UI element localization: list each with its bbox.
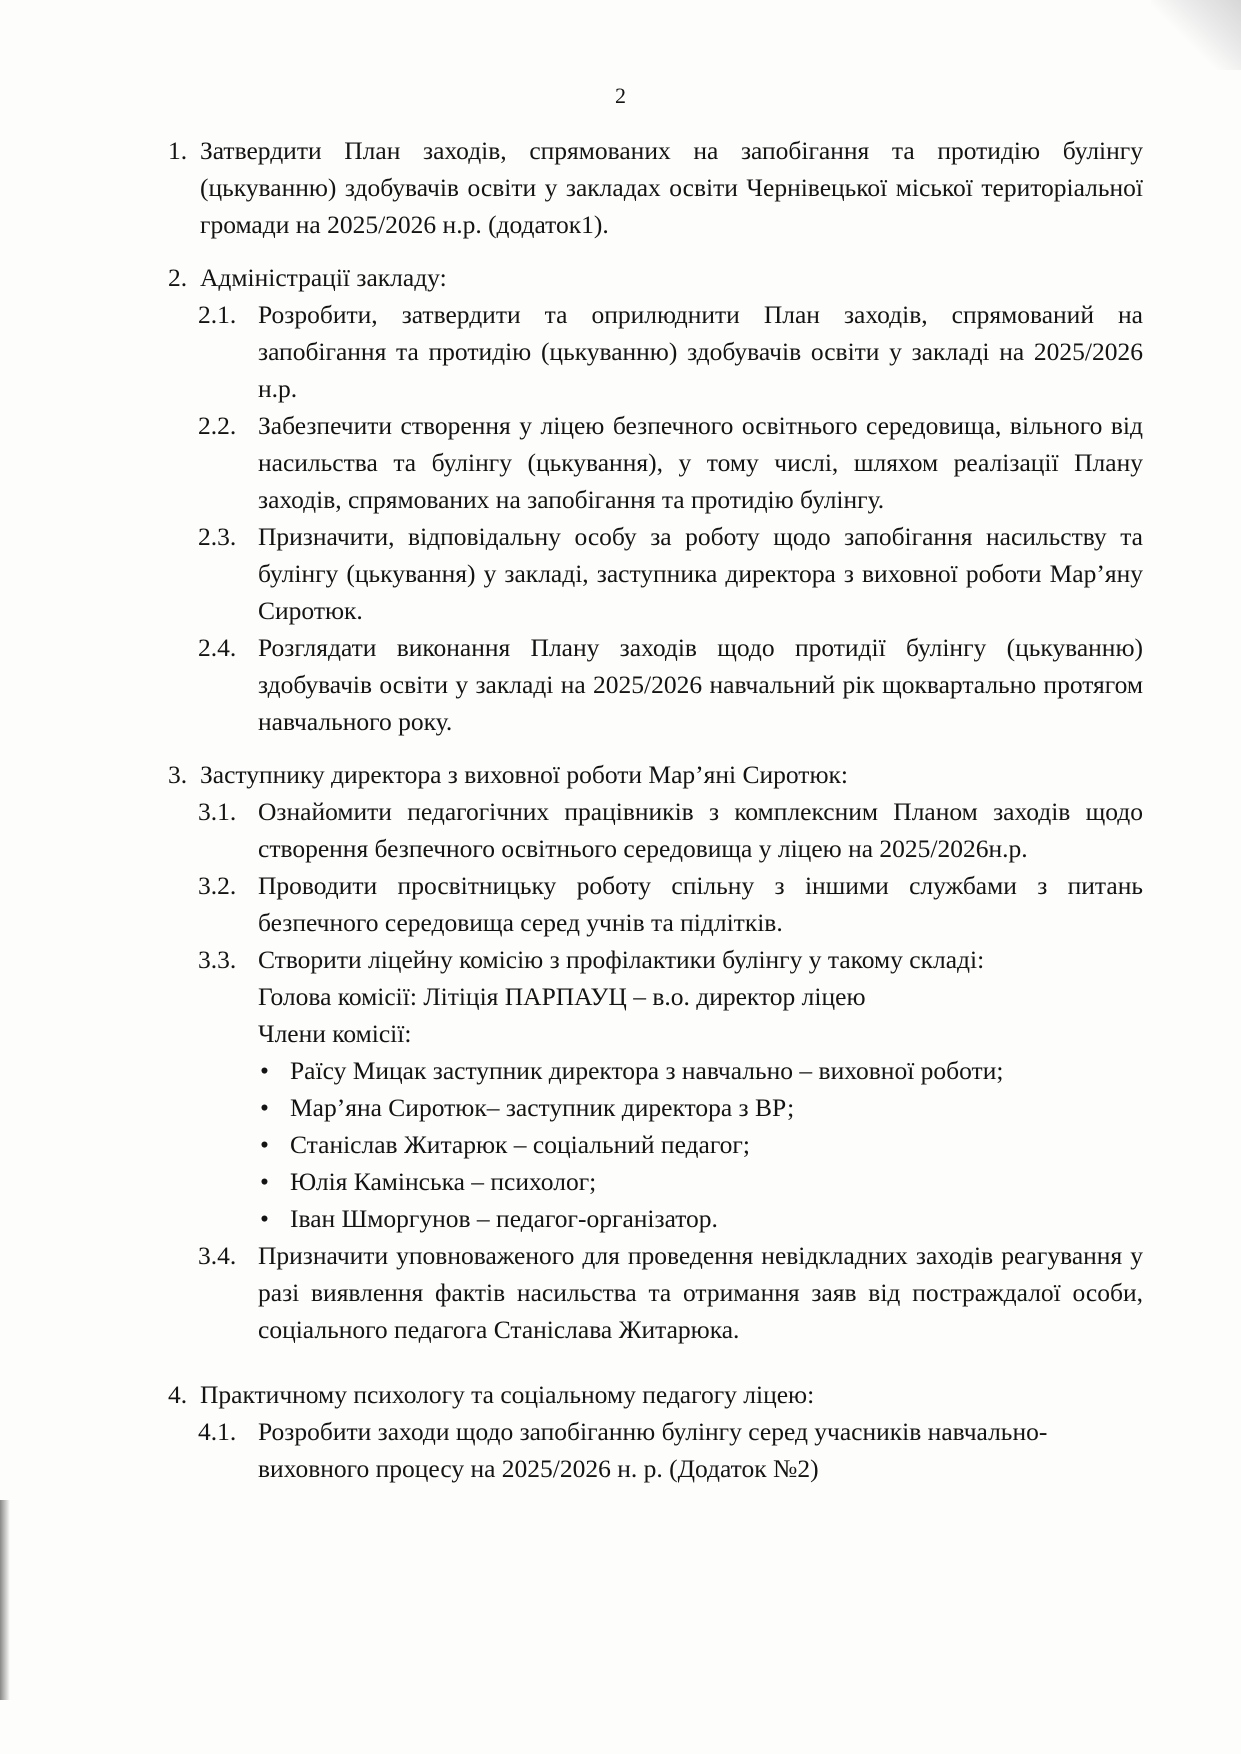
sub-item-number: 2.4. (198, 633, 237, 662)
sub-item-3-4 (198, 1237, 1143, 1348)
item-text: Практичному психологу та соціальному педагогу ліцею: (200, 1380, 815, 1409)
document-body (168, 132, 1143, 1487)
item-number: 3. (168, 760, 188, 789)
item-number: 4. (168, 1380, 188, 1409)
list-item-2 (168, 259, 1143, 296)
item-text: Затвердити План заходів, спрямованих на запобігання та протидію булінгу (цькуванню) здобувачів освіти у закладах освіти Чернівецької міської територіальної громади на 2025/2026 н.р. (додаток1). (200, 136, 1143, 239)
sub-item-number: 3.3. (198, 945, 237, 974)
sub-item-number: 3.4. (198, 1241, 237, 1270)
list-item (168, 1126, 1143, 1163)
sub-item-3-1 (198, 793, 1143, 867)
member-text: Іван Шморгунов – педагог-організатор. (290, 1204, 718, 1233)
list-item (168, 1052, 1143, 1089)
sub-item-number: 3.2. (198, 871, 237, 900)
list-item (168, 1200, 1143, 1237)
sub-item-2-3 (198, 518, 1143, 629)
sub-item-text: Ознайомити педагогічних працівників з комплексним Планом заходів щодо створення безпечного освітнього середовища у ліцею на 2025/2026н.р. (258, 797, 1143, 863)
sub-item-2-1 (198, 296, 1143, 407)
sub-item-number: 4.1. (198, 1417, 237, 1446)
item-number: 2. (168, 263, 188, 292)
list-item-3 (168, 756, 1143, 793)
commission-members-label: Члени комісії: (258, 1019, 412, 1048)
sub-item-text: Призначити уповноваженого для проведення невідкладних заходів реагування у разі виявлення фактів насильства та отримання заяв від постраждалої особи, соціального педагога Станіслава Житарюка. (258, 1241, 1143, 1344)
bullet-icon: • (260, 1130, 269, 1159)
member-text: Мар’яна Сиротюк– заступник директора з ВР; (290, 1093, 795, 1122)
sub-item-text: Розробити заходи щодо запобіганню булінгу серед учасників навчально-виховного процесу на 2025/2026 н. р. (Додаток №2) (258, 1417, 1048, 1483)
sub-item-3-3 (198, 941, 1143, 978)
bullet-icon: • (260, 1093, 269, 1122)
member-text: Юлія Камінська – психолог; (290, 1167, 597, 1196)
item-number: 1. (168, 136, 188, 165)
scan-edge-shadow (0, 1500, 10, 1700)
bullet-icon: • (260, 1056, 269, 1085)
item-text: Заступнику директора з виховної роботи Мар’яні Сиротюк: (200, 760, 848, 789)
sub-item-text: Створити ліцейну комісію з профілактики булінгу у такому складі: (258, 945, 985, 974)
member-text: Раїсу Мицак заступник директора з навчально – виховної роботи; (290, 1056, 1004, 1085)
item-text: Адміністрації закладу: (200, 263, 447, 292)
commission-head: Голова комісії: Літіція ПАРПАУЦ – в.о. директор ліцею (258, 982, 866, 1011)
sub-item-text: Розглядати виконання Плану заходів щодо протидії булінгу (цькуванню) здобувачів освіти у закладі на 2025/2026 навчальний рік щоквартально протягом навчального року. (258, 633, 1143, 736)
list-item-4 (168, 1376, 1143, 1413)
sub-item-4-1 (198, 1413, 1143, 1487)
sub-item-number: 2.2. (198, 411, 237, 440)
bullet-icon: • (260, 1167, 269, 1196)
sub-item-number: 2.3. (198, 522, 237, 551)
folded-corner (1151, 0, 1241, 70)
sub-item-2-2 (198, 407, 1143, 518)
list-item (168, 1089, 1143, 1126)
bullet-icon: • (260, 1204, 269, 1233)
list-item (168, 1163, 1143, 1200)
commission-members-list (168, 1052, 1143, 1237)
member-text: Станіслав Житарюк – соціальний педагог; (290, 1130, 750, 1159)
sub-item-3-2 (198, 867, 1143, 941)
sub-item-text: Забезпечити створення у ліцею безпечного освітнього середовища, вільного від насильства та булінгу (цькування), у тому числі, шляхом реалізації Плану заходів, спрямованих на запобігання та протидію булінгу. (258, 411, 1143, 514)
sub-item-text: Проводити просвітницьку роботу спільну з іншими службами з питань безпечного середовища серед учнів та підлітків. (258, 871, 1143, 937)
sub-item-text: Розробити, затвердити та оприлюднити План заходів, спрямований на запобігання та протидію (цькуванню) здобувачів освіти у закладі на 2025/2026 н.р. (258, 300, 1143, 403)
sub-item-number: 2.1. (198, 300, 237, 329)
page-number: 2 (615, 83, 626, 108)
sub-item-text: Призначити, відповідальну особу за роботу щодо запобігання насильству та булінгу (цькування) у закладі, заступника директора з виховної роботи Мар’яну Сиротюк. (258, 522, 1143, 625)
sub-item-number: 3.1. (198, 797, 237, 826)
sub-item-2-4 (198, 629, 1143, 740)
list-item-1 (168, 132, 1143, 243)
